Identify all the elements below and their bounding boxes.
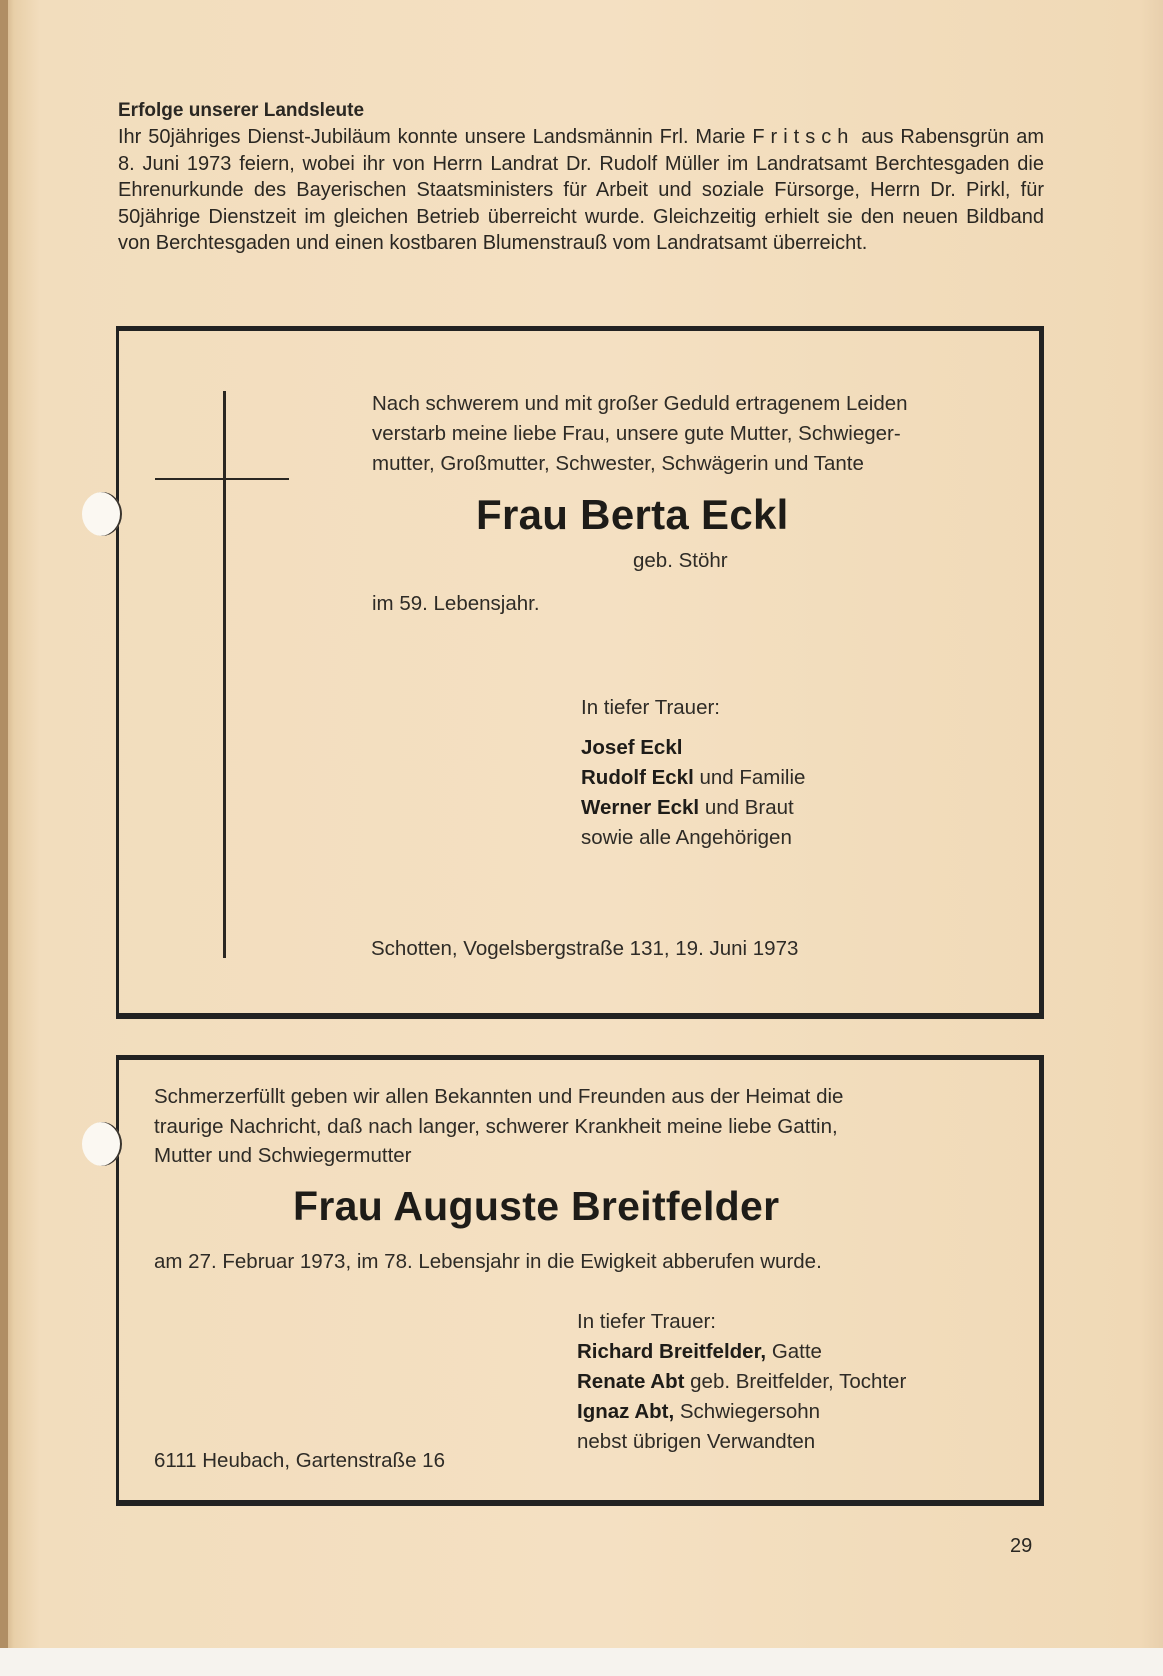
notice1-place-date: Schotten, Vogelsbergstraße 131, 19. Juni 1973 <box>371 937 799 960</box>
notice1-mourning-label: In tiefer Trauer: <box>581 696 721 719</box>
notice1-maiden-name: geb. Stöhr <box>633 549 728 572</box>
notice1-intro-3: mutter, Großmutter, Schwester, Schwägerin und Tante <box>372 452 864 475</box>
notice2-deceased-name: Frau Auguste Breitfelder <box>293 1183 780 1229</box>
article-success <box>118 98 1044 257</box>
cross-symbol-vertical <box>223 391 226 958</box>
notice2-mourner-2: Renate Abt geb. Breitfelder, Tochter <box>577 1370 907 1393</box>
article-text-start: Ihr 50jähriges Dienst-Jubiläum konnte unsere Landsmännin Frl. Marie <box>118 126 753 148</box>
obituary-auguste-breitfelder <box>116 1055 1044 1506</box>
notice2-address: 6111 Heubach, Gartenstraße 16 <box>154 1449 445 1472</box>
notice1-age: im 59. Lebensjahr. <box>372 592 540 615</box>
notice1-mourner-3: Werner Eckl und Braut <box>581 796 794 819</box>
notice2-date-line: am 27. Februar 1973, im 78. Lebensjahr in die Ewigkeit abberufen wurde. <box>154 1250 822 1273</box>
book-spine-edge <box>0 0 8 1676</box>
notice1-deceased-name: Frau Berta Eckl <box>476 491 789 538</box>
binder-hole-top <box>82 492 122 536</box>
article-body <box>118 124 1044 257</box>
obituary-berta-eckl <box>116 326 1044 1019</box>
binder-hole-bottom <box>82 1122 122 1166</box>
notice1-mourner-2: Rudolf Eckl und Familie <box>581 766 806 789</box>
article-text-end: aus Rabensgrün am 8. Juni 1973 feiern, wobei ihr von Herrn Landrat Dr. Rudolf Müller im Landratsamt Berchtesgaden die Ehrenurkunde des Bayerischen Staatsministers für Arbeit und soziale Fürsorge, Herrn Dr. Pirkl, für 50jährige Dienstzeit im gleichen Betrieb überreicht wurde. Gleichzeitig erhielt sie den neuen Bildband von Berchtesgaden und einen kostbaren Blumenstrauß vom Landratsamt überreicht. <box>118 126 1044 254</box>
notice1-intro-1: Nach schwerem und mit großer Geduld ertragenem Leiden <box>372 392 908 415</box>
notice2-mourner-3: Ignaz Abt, Schwiegersohn <box>577 1400 821 1423</box>
article-spaced-name: Fritsch <box>752 126 855 148</box>
notice2-intro-3: Mutter und Schwiegermutter <box>154 1144 412 1167</box>
article-heading: Erfolge unserer Landsleute <box>118 100 365 121</box>
notice2-others: nebst übrigen Verwandten <box>577 1430 816 1453</box>
notice1-intro-2: verstarb meine liebe Frau, unsere gute Mutter, Schwieger- <box>372 422 901 445</box>
notice2-mourner-1: Richard Breitfelder, Gatte <box>577 1340 822 1363</box>
notice1-mourner-1: Josef Eckl <box>581 736 683 759</box>
notice1-others: sowie alle Angehörigen <box>581 826 792 849</box>
notice2-mourning-label: In tiefer Trauer: <box>577 1310 717 1333</box>
notice2-intro-2: traurige Nachricht, daß nach langer, schwerer Krankheit meine liebe Gattin, <box>154 1115 838 1138</box>
notice2-intro-1: Schmerzerfüllt geben wir allen Bekannten und Freunden aus der Heimat die <box>154 1085 844 1108</box>
scan-bottom-edge <box>0 1648 1163 1676</box>
page-number: 29 <box>1010 1535 1033 1557</box>
cross-symbol-horizontal <box>155 478 289 480</box>
